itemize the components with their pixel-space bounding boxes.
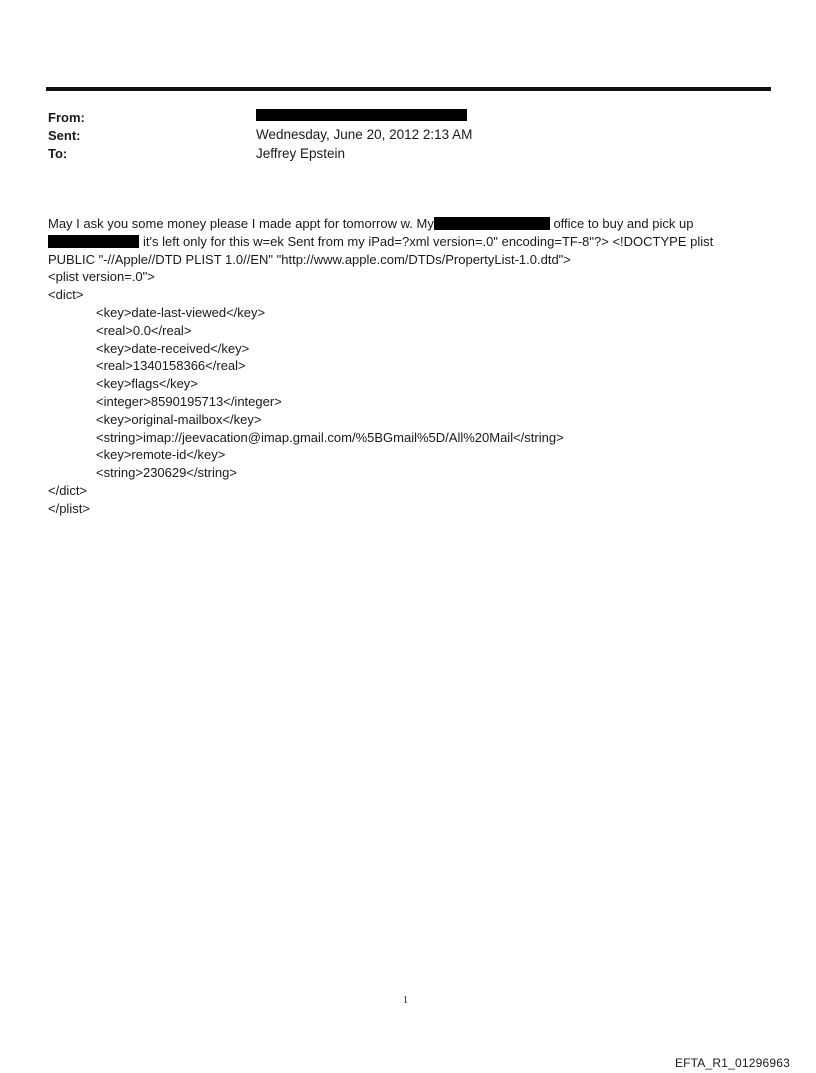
sent-value: Wednesday, June 20, 2012 2:13 AM bbox=[256, 127, 473, 142]
body-text-segment: office to buy and pick up bbox=[553, 216, 694, 231]
redaction-bar bbox=[256, 109, 467, 121]
body-line bbox=[48, 215, 778, 233]
header-rule bbox=[46, 87, 771, 91]
to-value: Jeffrey Epstein bbox=[256, 146, 346, 161]
sent-label: Sent: bbox=[48, 128, 81, 143]
body-line bbox=[48, 233, 778, 251]
redaction-bar bbox=[48, 235, 139, 248]
plist-line: <key>flags</key> bbox=[96, 376, 198, 392]
plist-line: <real>0.0</real> bbox=[96, 322, 192, 338]
body-line: PUBLIC "-//Apple//DTD PLIST 1.0//EN" "http://www.apple.com/DTDs/PropertyList-1.0.dtd"> bbox=[48, 251, 571, 267]
body-line: </dict> bbox=[48, 482, 88, 498]
body-line: <plist version=.0"> bbox=[48, 269, 155, 285]
document-id: EFTA_R1_01296963 bbox=[674, 1056, 790, 1070]
email-body bbox=[48, 215, 778, 518]
body-text-segment: May I ask you some money please I made appt for tomorrow w. My bbox=[48, 216, 434, 231]
from-label: From: bbox=[48, 110, 85, 125]
plist-line: <key>date-received</key> bbox=[96, 340, 250, 356]
from-value-redacted bbox=[256, 106, 467, 123]
redaction-bar bbox=[434, 217, 550, 230]
to-label: To: bbox=[48, 146, 68, 161]
plist-line: <string>imap://jeevacation@imap.gmail.com/%5BGmail%5D/All%20Mail</string> bbox=[96, 429, 564, 445]
plist-line: <key>date-last-viewed</key> bbox=[96, 304, 266, 320]
body-text-segment: it's left only for this w=ek Sent from my iPad=?xml version=.0" encoding=TF-8"?> <!DOCTYPE plist bbox=[143, 233, 714, 249]
body-line: </plist> bbox=[48, 500, 90, 516]
plist-line: <key>remote-id</key> bbox=[96, 447, 226, 463]
plist-line: <real>1340158366</real> bbox=[96, 358, 246, 374]
plist-line: <string>230629</string> bbox=[96, 465, 237, 481]
plist-line: <key>original-mailbox</key> bbox=[96, 411, 262, 427]
plist-line: <integer>8590195713</integer> bbox=[96, 393, 282, 409]
body-line: <dict> bbox=[48, 287, 84, 303]
page-number: 1 bbox=[403, 995, 408, 1006]
